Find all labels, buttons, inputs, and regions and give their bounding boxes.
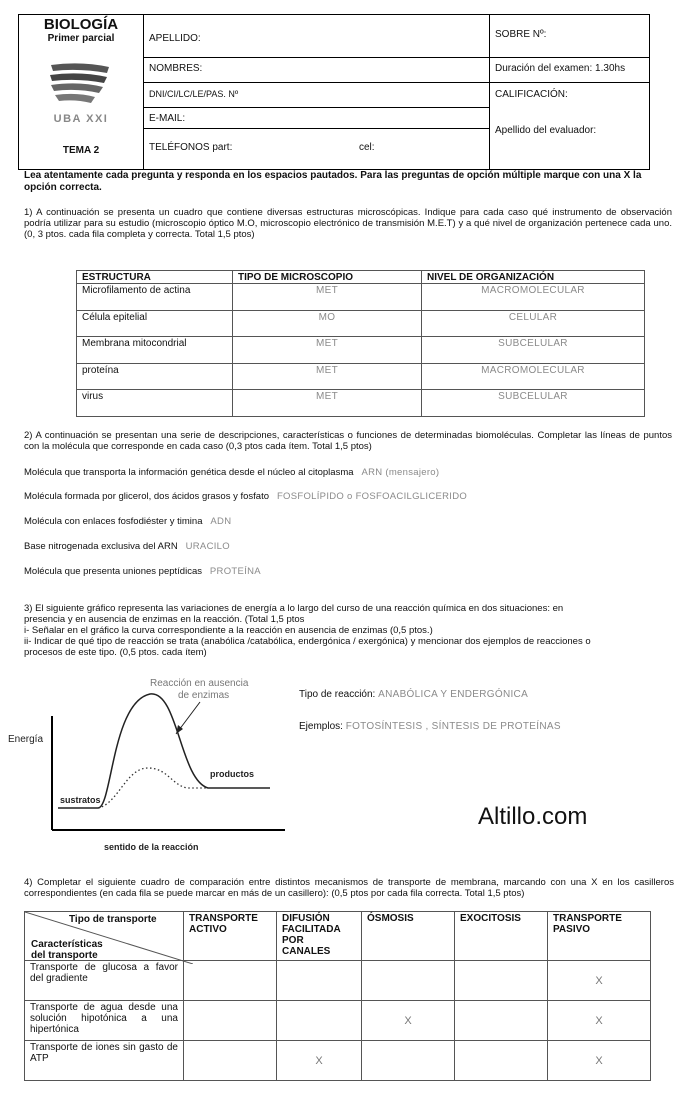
apellido-label: APELLIDO: <box>149 33 201 44</box>
nombres-row[interactable] <box>144 58 489 83</box>
table-row <box>77 337 645 364</box>
q2-item-answer[interactable]: PROTEÍNA <box>209 566 261 577</box>
mark-cell[interactable] <box>277 961 362 1001</box>
table-row <box>25 1001 651 1041</box>
q2-item-text: Base nitrogenada exclusiva del ARN <box>24 541 178 552</box>
mark-cell[interactable] <box>184 961 277 1001</box>
nombres-label: NOMBRES: <box>149 63 203 74</box>
corner-bottom-line: Características <box>31 939 103 950</box>
sobre-label: SOBRE Nº: <box>495 29 547 40</box>
mark-cell[interactable] <box>455 1041 548 1081</box>
table-row <box>77 284 645 311</box>
mark-cell[interactable] <box>277 1001 362 1041</box>
row-label: Transporte de agua desde una solución hipotónica a una hipertónica <box>25 1001 184 1041</box>
uba-logo-icon <box>47 61 113 105</box>
mark-cell[interactable]: X <box>548 1001 651 1041</box>
evaluador-label: Apellido del evaluador: <box>495 125 597 136</box>
evaluador-row <box>490 118 649 169</box>
table-header-row <box>77 271 645 284</box>
sobre-row <box>490 15 649 58</box>
q3-line: procesos de este tipo. (0,5 ptos. cada ítem) <box>24 647 207 658</box>
col-transporte-activo: TRANSPORTE ACTIVO <box>184 912 277 961</box>
corner-bottom-label <box>31 939 103 961</box>
curve-without-enzymes <box>58 694 270 808</box>
logo-text: UBA XXI <box>53 113 109 125</box>
table-row <box>25 961 651 1001</box>
mark-cell[interactable] <box>362 961 455 1001</box>
email-label: E-MAIL: <box>149 113 186 124</box>
mark-cell[interactable] <box>184 1001 277 1041</box>
nivel-answer[interactable]: SUBCELULAR <box>422 390 645 417</box>
mark-cell[interactable] <box>455 961 548 1001</box>
telefonos-label: TELÉFONOS part: <box>149 142 233 153</box>
q2-item-text: Molécula que transporta la información genética desde el núcleo al citoplasma <box>24 467 354 478</box>
estructura-cell: Microfilamento de actina <box>77 284 233 311</box>
row-label: Transporte de iones sin gasto de ATP <box>25 1041 184 1081</box>
q2-item-text: Molécula formada por glicerol, dos ácidos grasos y fosfato <box>24 491 270 502</box>
duracion-label: Duración del examen: 1.30hs <box>495 63 626 74</box>
corner-bottom-line: del transporte <box>31 950 98 961</box>
nivel-answer[interactable]: MACROMOLECULAR <box>422 284 645 311</box>
q2-item-text: Molécula que presenta uniones peptídicas <box>24 566 202 577</box>
q2-item-answer[interactable]: ARN (mensajero) <box>361 467 440 478</box>
energy-diagram <box>0 670 290 860</box>
q3-line: ii- Indicar de qué tipo de reacción se trata (anabólica /catabólica, endergónica / exergónica) y mencionar dos ejemplos de reacciones o <box>24 636 591 647</box>
q2-item <box>24 491 467 502</box>
nivel-answer[interactable]: MACROMOLECULAR <box>422 363 645 390</box>
ejemplos-label: Ejemplos: <box>299 721 343 732</box>
table-row <box>25 1041 651 1081</box>
q3-line: presencia y en ausencia de enzimas en la reacción. (Total 1,5 ptos <box>24 614 305 625</box>
apellido-row[interactable] <box>144 15 489 58</box>
q3-line: 3) El siguiente gráfico representa las variaciones de energía a lo largo del curso de una reacción química en dos situaciones: en <box>24 603 564 614</box>
calificacion-label: CALIFICACIÓN: <box>495 89 568 100</box>
q2-item-answer[interactable]: FOSFOLÍPIDO o FOSFOACILGLICERIDO <box>276 491 468 502</box>
table-row <box>77 363 645 390</box>
dni-row[interactable] <box>144 83 489 108</box>
transport-table <box>24 911 651 1081</box>
estructura-cell: Membrana mitocondrial <box>77 337 233 364</box>
microscopio-answer[interactable]: MET <box>233 337 422 364</box>
col-difusion-facilitada: DIFUSIÓN FACILITADA POR CANALES <box>277 912 362 961</box>
email-row[interactable] <box>144 108 489 129</box>
question-2-text: 2) A continuación se presentan una serie de descripciones, características o funciones de determinadas biomoléculas. Completar las líneas de puntos con la molécula que corresponde en cada caso (0,3 ptos cada ítem. Total 1,5 ptos) <box>24 430 672 452</box>
tipo-answer[interactable]: ANABÓLICA Y ENDERGÓNICA <box>378 689 529 700</box>
mark-cell[interactable]: X <box>362 1001 455 1041</box>
microscopy-table <box>76 270 645 417</box>
estructura-cell: virus <box>77 390 233 417</box>
instructions: Lea atentamente cada pregunta y responda en los espacios pautados. Para las preguntas de opción múltiple marque con una X la opción correcta. <box>24 170 642 193</box>
mark-cell[interactable] <box>455 1001 548 1041</box>
row-label: Transporte de glucosa a favor del gradiente <box>25 961 184 1001</box>
productos-label: productos <box>210 769 254 779</box>
q2-item <box>24 516 231 527</box>
ejemplos-answer[interactable]: FOTOSÍNTESIS , SÍNTESIS DE PROTEÍNAS <box>345 721 561 732</box>
duracion-row <box>490 58 649 83</box>
ejemplos <box>299 721 561 733</box>
table-row <box>77 390 645 417</box>
q3-line: i- Señalar en el gráfico la curva correspondiente a la reacción en ausencia de enzimas (0,5 ptos.) <box>24 625 433 636</box>
mark-cell[interactable] <box>362 1041 455 1081</box>
mark-cell[interactable]: X <box>548 1041 651 1081</box>
corner-top-label: Tipo de transporte <box>69 914 157 925</box>
tema-label: TEMA 2 <box>62 145 100 156</box>
question-1-text: 1) A continuación se presenta un cuadro que contiene diversas estructuras microscópicas. Indique para cada caso qué instrumento de observación podría utilizar para su estudio (microscopio óptico M.O, microscopio electrónico de transmisión M.E.T) y a qué nivel de organización pertenece cada uno. (0, 3 ptos. cada fila completa y correcta. Total 1,5 ptos) <box>24 207 672 240</box>
exam-header <box>18 14 650 170</box>
sustratos-label: sustratos <box>60 795 101 805</box>
nivel-answer[interactable]: SUBCELULAR <box>422 337 645 364</box>
q2-item <box>24 541 230 552</box>
table-row <box>77 310 645 337</box>
question-3-text <box>24 603 674 658</box>
microscopio-answer[interactable]: MO <box>233 310 422 337</box>
col-estructura: ESTRUCTURA <box>77 271 233 284</box>
tipo-reaccion <box>299 689 528 701</box>
estructura-cell: Célula epitelial <box>77 310 233 337</box>
exam-name: Primer parcial <box>47 33 115 44</box>
q2-item-text: Molécula con enlaces fosfodiéster y timina <box>24 516 203 527</box>
tipo-label: Tipo de reacción: <box>299 689 376 700</box>
mark-cell[interactable] <box>184 1041 277 1081</box>
reaction-axis-label: sentido de la reacción <box>104 842 199 852</box>
q2-item-answer[interactable]: ADN <box>210 516 232 527</box>
mark-cell[interactable]: X <box>277 1041 362 1081</box>
subject-title: BIOLOGÍA <box>43 16 119 33</box>
curve-with-enzymes <box>98 768 208 808</box>
q2-item-answer[interactable]: URACILO <box>185 541 230 552</box>
annotation-line-1: Reacción en ausencia <box>150 678 249 689</box>
col-transporte-pasivo: TRANSPORTE PASIVO <box>548 912 651 961</box>
microscopio-answer[interactable]: MET <box>233 284 422 311</box>
table-header-row <box>25 912 651 961</box>
estructura-cell: proteína <box>77 363 233 390</box>
telefonos-row[interactable] <box>144 129 489 169</box>
dni-label: DNI/CI/LC/LE/PAS. Nº <box>149 89 239 99</box>
exam-info-cell <box>490 15 649 169</box>
col-exocitosis: EXOCITOSIS <box>455 912 548 961</box>
cel-label: cel: <box>359 142 375 153</box>
microscopio-answer[interactable]: MET <box>233 390 422 417</box>
question-4-text: 4) Completar el siguiente cuadro de comparación entre distintos mecanismos de transporte de membrana, marcando con una X en los casilleros correspondientes (en cada fila se puede marcar en más de un casillero): (0,5 ptos por cada fila correcta. Total 1,5 ptos) <box>24 877 674 899</box>
mark-cell[interactable]: X <box>548 961 651 1001</box>
energy-axis-label: Energía <box>8 734 44 745</box>
header-logo-cell <box>19 15 144 169</box>
col-osmosis: ÓSMOSIS <box>362 912 455 961</box>
student-data-cell <box>144 15 490 169</box>
microscopio-answer[interactable]: MET <box>233 363 422 390</box>
q2-item <box>24 467 439 478</box>
nivel-answer[interactable]: CELULAR <box>422 310 645 337</box>
annotation-line-2: de enzimas <box>178 690 230 701</box>
watermark: Altillo.com <box>478 803 588 830</box>
col-nivel: NIVEL DE ORGANIZACIÓN <box>422 271 645 284</box>
q2-item <box>24 566 261 577</box>
corner-cell <box>25 912 184 961</box>
col-microscopio: TIPO DE MICROSCOPIO <box>233 271 422 284</box>
